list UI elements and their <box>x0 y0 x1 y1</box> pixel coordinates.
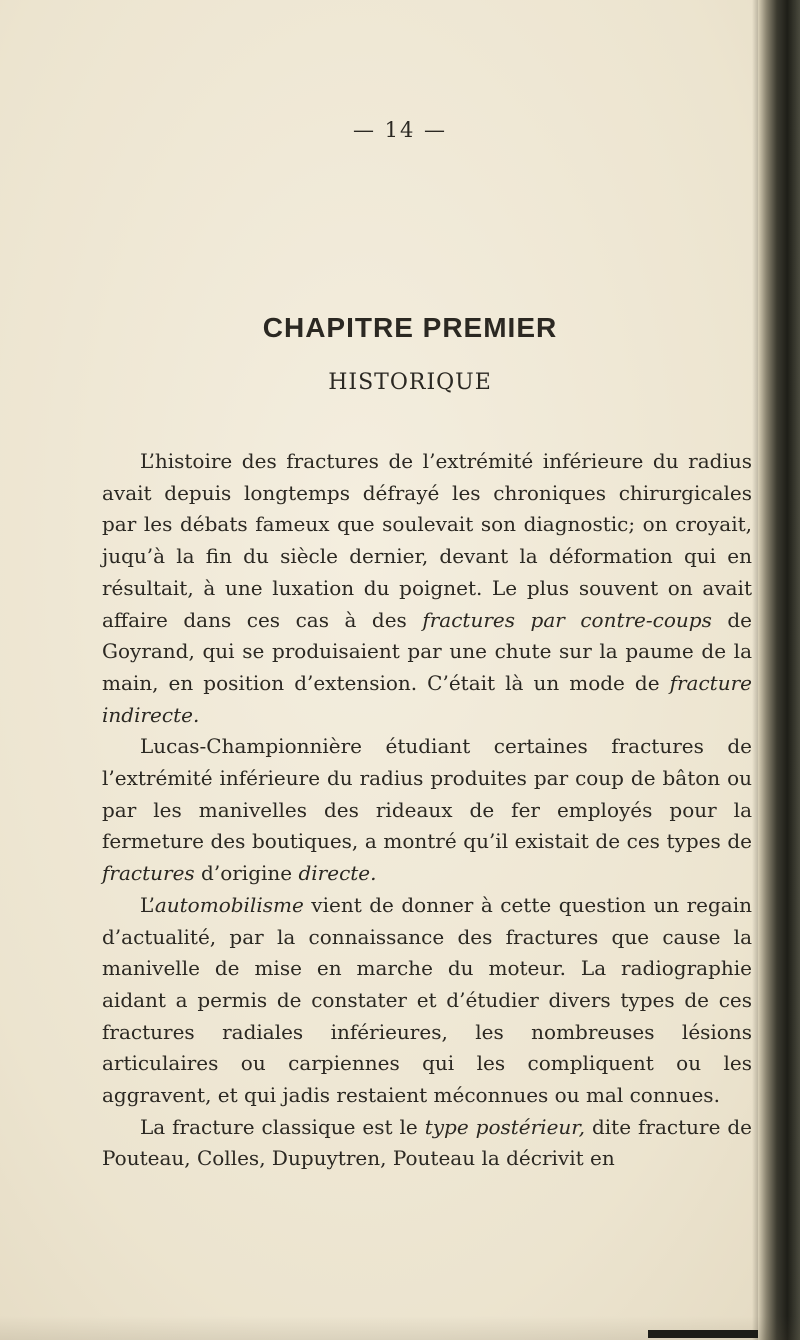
paragraph-text: L’histoire des fractures de l’extrémité inférieure du radius avait depuis longtemps défrayé les chroniques chirurgicales par les débats fameux que soulevait son diagnostic; on croyait, juqu’à la fin du siècle dernier, devant la déformation qui en résultait, à une luxation du poignet. Le plus souvent on avait affaire dans ces cas à des <box>102 449 752 632</box>
italic-text: type postérieur, <box>424 1114 586 1139</box>
italic-text: fractures <box>102 861 195 886</box>
italic-text: fracture indirecte. <box>102 670 752 727</box>
book-binding <box>758 0 800 1340</box>
paragraph <box>102 446 752 731</box>
paragraph-text: de Goyrand, qui se produisaient par une chute sur la paume de la main, en position d’extension. C’était là un mode de <box>102 607 752 695</box>
italic-text: automobilisme <box>154 892 304 917</box>
paragraph-text: La fracture classique est le <box>140 1114 425 1139</box>
paragraph-text: L’ <box>140 892 155 917</box>
body-text <box>102 446 752 1175</box>
chapter-title: CHAPITRE PREMIER <box>262 312 558 343</box>
paragraph-text: vient de donner à cette question un regain d’actualité, par la connaissance des fractures que cause la manivelle de mise en marche du moteur. La radiographie aidant a permis de constater et d’étudier divers types de ces fractures radiales inférieures, les nombreuses lésions articulaires ou carpiennes qui les compliquent ou les aggravent, et qui jadis restaient méconnues ou mal connues. <box>102 892 752 1108</box>
italic-text: directe. <box>298 861 377 886</box>
section-title: HISTORIQUE <box>328 370 492 395</box>
paragraph <box>102 890 752 1112</box>
italic-text: fractures par contre-coups <box>422 607 712 632</box>
paragraph-text: d’origine <box>194 861 299 886</box>
paragraph <box>102 1112 752 1175</box>
bottom-dark-bar <box>648 1330 758 1338</box>
page-number: — 14 — <box>352 118 448 142</box>
paragraph-text: dite fracture de Pouteau, Colles, Dupuytren, Pouteau la décrivit en <box>102 1114 753 1171</box>
paragraph <box>102 731 752 890</box>
paragraph-text: Lucas-Championnière étudiant certaines fractures de l’extrémité inférieure du radius produites par coup de bâton ou par les manivelles des rideaux de fer employés pour la fermeture des boutiques, a montré qu’il existait de ces types de <box>102 734 752 854</box>
